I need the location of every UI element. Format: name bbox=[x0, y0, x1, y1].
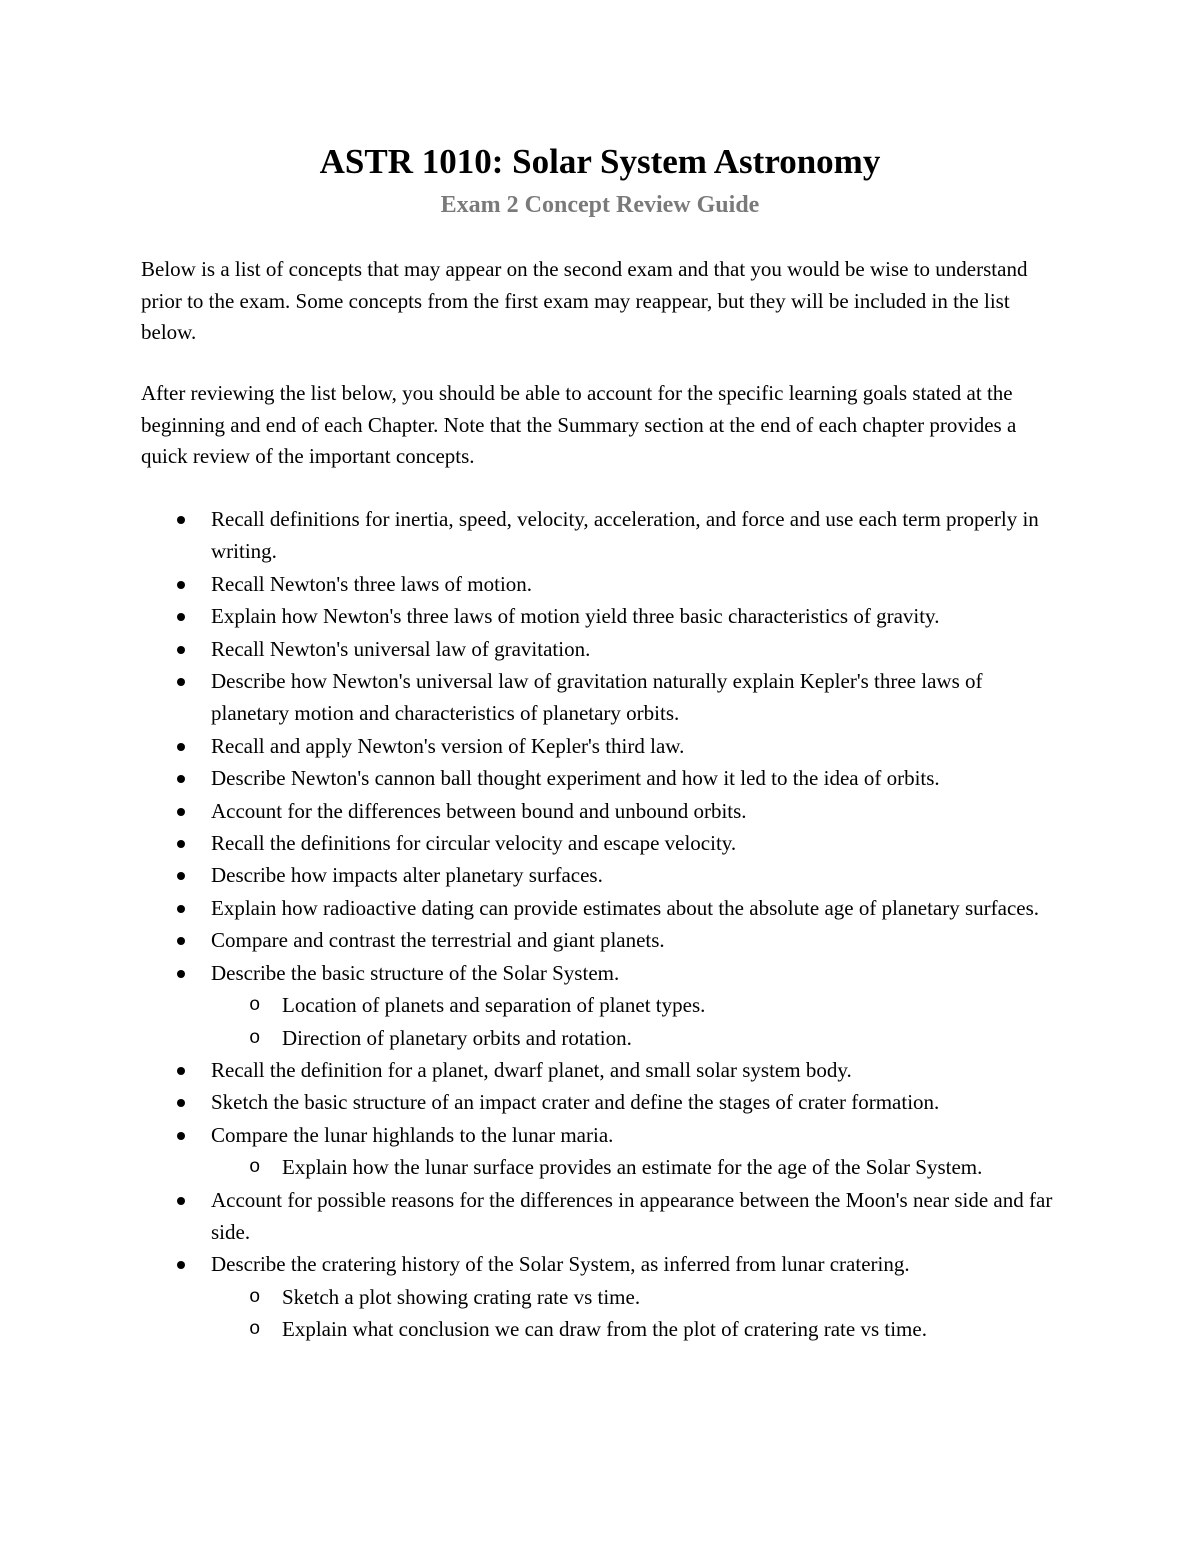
concept-text: Recall Newton's universal law of gravitation. bbox=[211, 636, 591, 661]
sub-bullet-marker-icon: o bbox=[249, 994, 261, 1017]
concept-item bbox=[141, 600, 1061, 632]
bullet-dot-icon bbox=[177, 970, 185, 978]
concept-item bbox=[141, 665, 1061, 730]
document-title: ASTR 1010: Solar System Astronomy bbox=[319, 142, 881, 181]
concept-subtext: Explain what conclusion we can draw from the plot of cratering rate vs time. bbox=[282, 1317, 927, 1342]
concept-text: Compare and contrast the terrestrial and giant planets. bbox=[211, 928, 665, 953]
concept-subtext: Explain how the lunar surface provides an estimate for the age of the Solar System. bbox=[282, 1155, 983, 1180]
bullet-dot-icon bbox=[177, 840, 185, 848]
concept-item bbox=[141, 503, 1061, 568]
bullet-dot-icon bbox=[177, 1132, 185, 1140]
concept-item bbox=[141, 1054, 1061, 1086]
concept-sublist bbox=[211, 1151, 1061, 1183]
bullet-dot-icon bbox=[177, 613, 185, 621]
concept-item bbox=[141, 827, 1061, 859]
concept-text: Recall definitions for inertia, speed, velocity, acceleration, and force and use each term properly in writing. bbox=[211, 507, 1039, 564]
concept-item bbox=[141, 633, 1061, 665]
bullet-dot-icon bbox=[177, 1099, 185, 1107]
concept-item bbox=[141, 1086, 1061, 1118]
concept-text: Recall Newton's three laws of motion. bbox=[211, 571, 533, 596]
concept-subtext: Location of planets and separation of planet types. bbox=[282, 993, 706, 1018]
concept-text: Compare the lunar highlands to the lunar maria. bbox=[211, 1122, 614, 1147]
concept-text: Sketch the basic structure of an impact crater and define the stages of crater formation. bbox=[211, 1090, 940, 1115]
concept-item bbox=[141, 795, 1061, 827]
concept-text: Explain how Newton's three laws of motion yield three basic characteristics of gravity. bbox=[211, 604, 940, 629]
concept-item bbox=[141, 568, 1061, 600]
bullet-dot-icon bbox=[177, 1261, 185, 1269]
concept-subitem bbox=[211, 1313, 1061, 1345]
sub-bullet-marker-icon: o bbox=[249, 1285, 261, 1308]
concept-text: Describe the basic structure of the Solar System. bbox=[211, 960, 620, 985]
concept-item bbox=[141, 859, 1061, 891]
sub-bullet-marker-icon: o bbox=[249, 1156, 261, 1179]
bullet-dot-icon bbox=[177, 1197, 185, 1205]
bullet-dot-icon bbox=[177, 743, 185, 751]
concept-subitem bbox=[211, 1022, 1061, 1054]
concept-text: Recall the definition for a planet, dwarf planet, and small solar system body. bbox=[211, 1057, 852, 1082]
concept-text: Describe how impacts alter planetary surfaces. bbox=[211, 863, 603, 888]
bullet-dot-icon bbox=[177, 678, 185, 686]
concept-item bbox=[141, 730, 1061, 762]
bullet-dot-icon bbox=[177, 581, 185, 589]
intro-paragraph: Below is a list of concepts that may appear on the second exam and that you would be wise to understand prior to the exam. Some concepts from the first exam may reappear, but they will be included in the list below. bbox=[141, 257, 1028, 344]
bullet-dot-icon bbox=[177, 808, 185, 816]
concept-text: Recall the definitions for circular velocity and escape velocity. bbox=[211, 831, 737, 856]
concept-item bbox=[141, 957, 1061, 1054]
bullet-dot-icon bbox=[177, 1067, 185, 1075]
concept-item bbox=[141, 1248, 1061, 1345]
instructions-paragraph: After reviewing the list below, you should be able to account for the specific learning goals stated at the beginning and end of each Chapter. Note that the Summary section at the end of each chapter provides a quick review of the important concepts. bbox=[141, 381, 1017, 468]
concept-subtext: Sketch a plot showing crating rate vs time. bbox=[282, 1284, 641, 1309]
sub-bullet-marker-icon: o bbox=[249, 1318, 261, 1341]
bullet-dot-icon bbox=[177, 937, 185, 945]
bullet-dot-icon bbox=[177, 646, 185, 654]
concept-text: Describe Newton's cannon ball thought experiment and how it led to the idea of orbits. bbox=[211, 766, 940, 791]
concept-sublist bbox=[211, 989, 1061, 1054]
concept-list bbox=[141, 503, 1061, 1346]
concept-subtext: Direction of planetary orbits and rotation. bbox=[282, 1025, 632, 1050]
bullet-dot-icon bbox=[177, 872, 185, 880]
concept-text: Recall and apply Newton's version of Kepler's third law. bbox=[211, 733, 685, 758]
concept-text: Account for possible reasons for the differences in appearance between the Moon's near side and far side. bbox=[211, 1187, 1053, 1244]
concept-item bbox=[141, 892, 1061, 924]
concept-item bbox=[141, 1184, 1061, 1249]
document-subtitle: Exam 2 Concept Review Guide bbox=[440, 192, 760, 218]
bullet-dot-icon bbox=[177, 905, 185, 913]
sub-bullet-marker-icon: o bbox=[249, 1026, 261, 1049]
concept-sublist bbox=[211, 1281, 1061, 1346]
bullet-dot-icon bbox=[177, 775, 185, 783]
concept-subitem bbox=[211, 1281, 1061, 1313]
concept-text: Describe the cratering history of the Solar System, as inferred from lunar cratering. bbox=[211, 1252, 910, 1277]
concept-item bbox=[141, 1119, 1061, 1184]
concept-text: Describe how Newton's universal law of gravitation naturally explain Kepler's three laws of planetary motion and characteristics of planetary orbits. bbox=[211, 669, 983, 726]
concept-item bbox=[141, 924, 1061, 956]
concept-subitem bbox=[211, 1151, 1061, 1183]
concept-item bbox=[141, 762, 1061, 794]
bullet-dot-icon bbox=[177, 516, 185, 524]
concept-text: Account for the differences between bound and unbound orbits. bbox=[211, 798, 747, 823]
concept-subitem bbox=[211, 989, 1061, 1021]
concept-text: Explain how radioactive dating can provide estimates about the absolute age of planetary surfaces. bbox=[211, 895, 1040, 920]
